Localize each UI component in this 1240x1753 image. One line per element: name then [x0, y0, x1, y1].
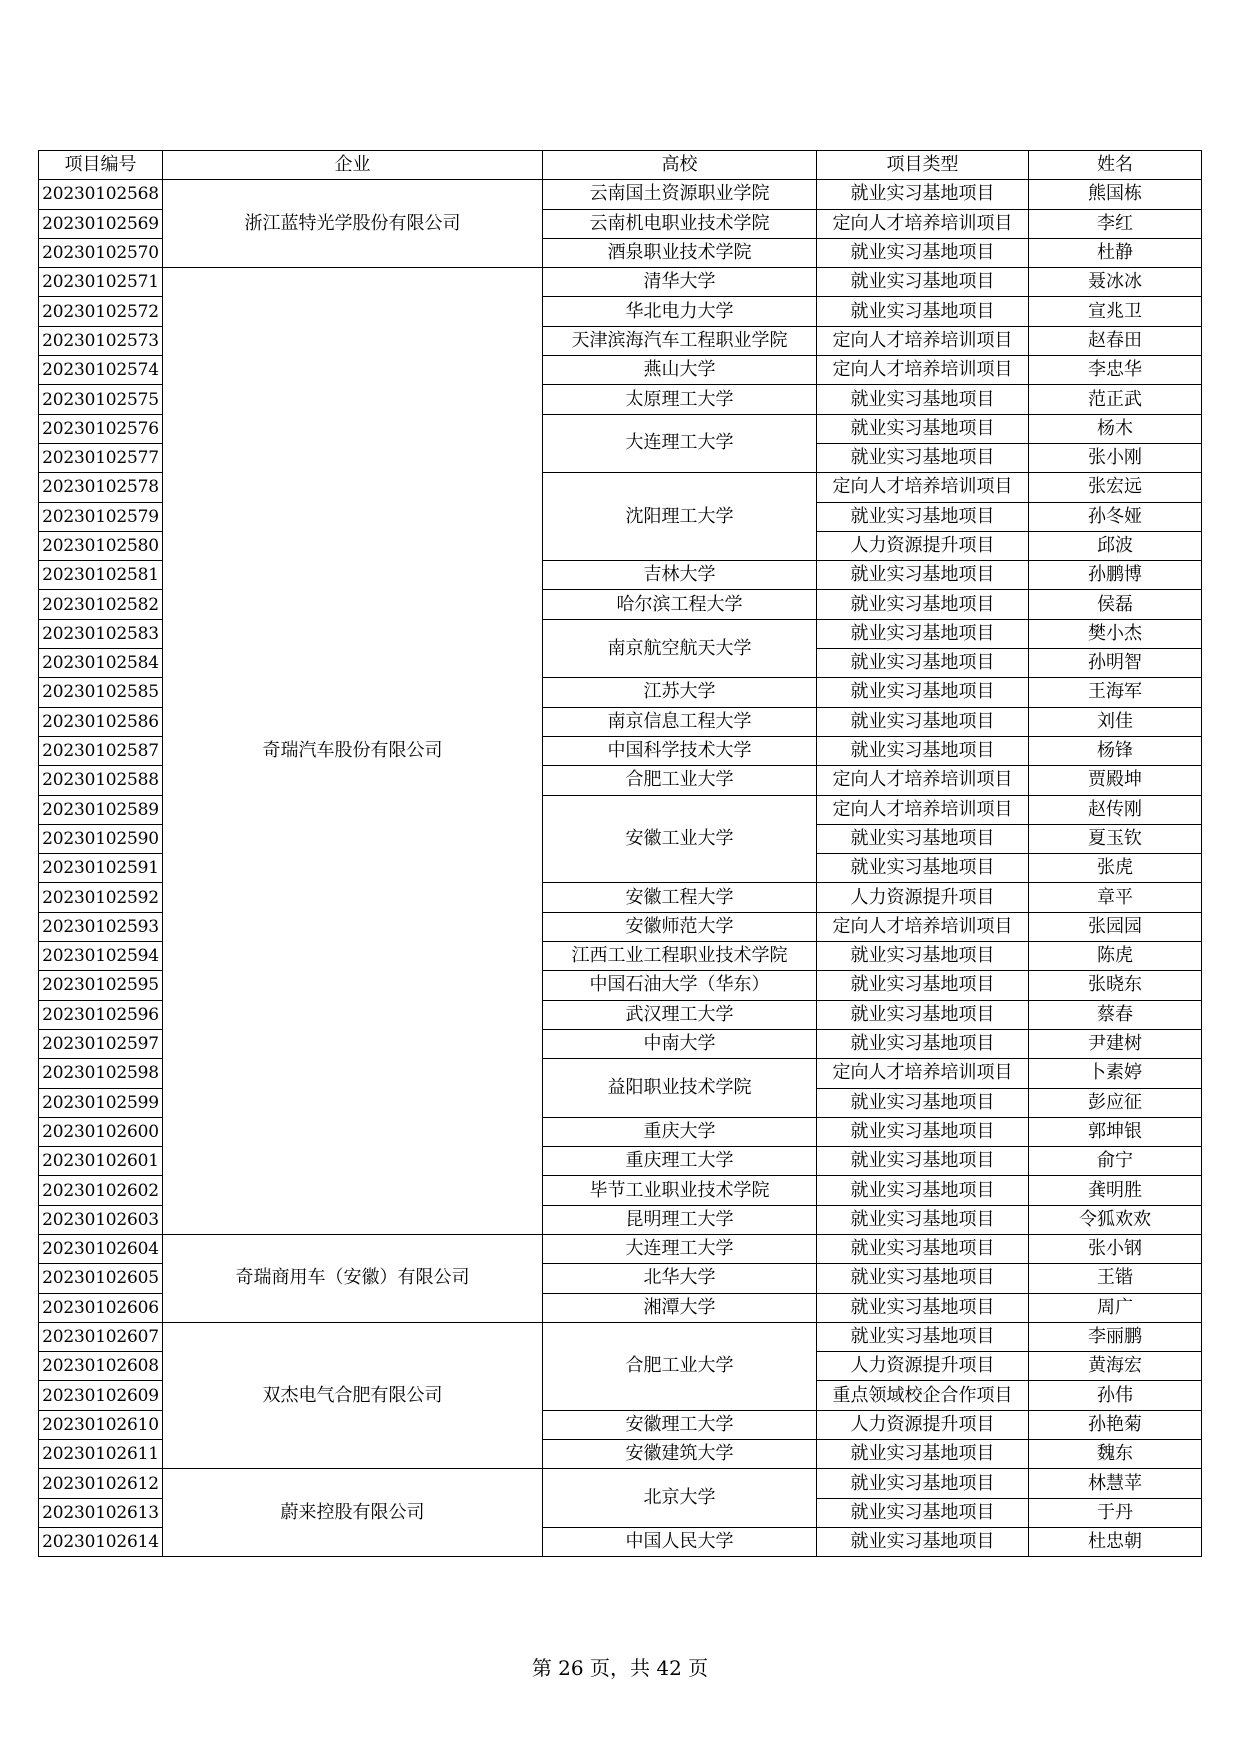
cell-person-name: 张晓东 — [1029, 971, 1202, 1000]
cell-school: 大连理工大学 — [543, 1234, 817, 1263]
cell-school: 江苏大学 — [543, 678, 817, 707]
cell-project-id: 20230102591 — [39, 854, 163, 883]
cell-school: 安徽工业大学 — [543, 795, 817, 883]
cell-person-name: 杜忠朝 — [1029, 1527, 1202, 1556]
cell-person-name: 孙鹏博 — [1029, 561, 1202, 590]
cell-project-type: 定向人才培养培训项目 — [817, 912, 1029, 941]
table-row — [39, 1469, 1202, 1498]
cell-project-type: 就业实习基地项目 — [817, 180, 1029, 209]
cell-project-id: 20230102594 — [39, 942, 163, 971]
cell-project-id: 20230102596 — [39, 1000, 163, 1029]
cell-person-name: 卜素婷 — [1029, 1059, 1202, 1088]
header-person-name: 姓名 — [1029, 151, 1202, 180]
cell-project-id: 20230102568 — [39, 180, 163, 209]
cell-project-id: 20230102577 — [39, 443, 163, 472]
cell-person-name: 刘佳 — [1029, 707, 1202, 736]
header-project-type: 项目类型 — [817, 151, 1029, 180]
cell-project-type: 就业实习基地项目 — [817, 824, 1029, 853]
cell-project-id: 20230102580 — [39, 531, 163, 560]
cell-school: 沈阳理工大学 — [543, 473, 817, 561]
cell-project-id: 20230102607 — [39, 1322, 163, 1351]
cell-project-type: 就业实习基地项目 — [817, 268, 1029, 297]
cell-person-name: 聂冰冰 — [1029, 268, 1202, 297]
cell-person-name: 范正武 — [1029, 385, 1202, 414]
cell-project-type: 就业实习基地项目 — [817, 1527, 1029, 1556]
cell-school: 中国科学技术大学 — [543, 736, 817, 765]
cell-school: 毕节工业职业技术学院 — [543, 1176, 817, 1205]
cell-project-type: 重点领域校企合作项目 — [817, 1381, 1029, 1410]
cell-project-type: 人力资源提升项目 — [817, 1410, 1029, 1439]
cell-school: 中国人民大学 — [543, 1527, 817, 1556]
cell-project-type: 就业实习基地项目 — [817, 385, 1029, 414]
cell-project-id: 20230102609 — [39, 1381, 163, 1410]
cell-person-name: 孙冬娅 — [1029, 502, 1202, 531]
cell-project-type: 就业实习基地项目 — [817, 707, 1029, 736]
cell-person-name: 尹建树 — [1029, 1029, 1202, 1058]
cell-project-type: 就业实习基地项目 — [817, 678, 1029, 707]
cell-project-type: 人力资源提升项目 — [817, 1352, 1029, 1381]
cell-project-id: 20230102610 — [39, 1410, 163, 1439]
cell-person-name: 杨锋 — [1029, 736, 1202, 765]
cell-project-id: 20230102602 — [39, 1176, 163, 1205]
cell-project-type: 定向人才培养培训项目 — [817, 209, 1029, 238]
cell-project-type: 就业实习基地项目 — [817, 971, 1029, 1000]
cell-project-id: 20230102582 — [39, 590, 163, 619]
cell-school: 清华大学 — [543, 268, 817, 297]
cell-school: 安徽建筑大学 — [543, 1440, 817, 1469]
cell-project-id: 20230102585 — [39, 678, 163, 707]
cell-person-name: 宣兆卫 — [1029, 297, 1202, 326]
cell-project-id: 20230102583 — [39, 619, 163, 648]
cell-school: 重庆大学 — [543, 1117, 817, 1146]
cell-project-type: 人力资源提升项目 — [817, 883, 1029, 912]
cell-project-type: 就业实习基地项目 — [817, 1469, 1029, 1498]
cell-person-name: 李丽鹏 — [1029, 1322, 1202, 1351]
cell-person-name: 张园园 — [1029, 912, 1202, 941]
cell-school: 安徽师范大学 — [543, 912, 817, 941]
cell-school: 武汉理工大学 — [543, 1000, 817, 1029]
cell-company: 蔚来控股有限公司 — [163, 1469, 543, 1557]
cell-person-name: 黄海宏 — [1029, 1352, 1202, 1381]
cell-person-name: 张宏远 — [1029, 473, 1202, 502]
cell-project-type: 就业实习基地项目 — [817, 238, 1029, 267]
cell-project-type: 定向人才培养培训项目 — [817, 766, 1029, 795]
cell-project-type: 人力资源提升项目 — [817, 531, 1029, 560]
cell-project-id: 20230102592 — [39, 883, 163, 912]
cell-project-type: 就业实习基地项目 — [817, 414, 1029, 443]
cell-project-id: 20230102595 — [39, 971, 163, 1000]
cell-person-name: 夏玉钦 — [1029, 824, 1202, 853]
cell-person-name: 孙艳菊 — [1029, 1410, 1202, 1439]
cell-person-name: 陈虎 — [1029, 942, 1202, 971]
cell-school: 安徽理工大学 — [543, 1410, 817, 1439]
cell-project-id: 20230102589 — [39, 795, 163, 824]
cell-school: 合肥工业大学 — [543, 1322, 817, 1410]
cell-person-name: 王海军 — [1029, 678, 1202, 707]
cell-project-id: 20230102593 — [39, 912, 163, 941]
cell-project-type: 定向人才培养培训项目 — [817, 473, 1029, 502]
cell-project-type: 就业实习基地项目 — [817, 1117, 1029, 1146]
cell-project-id: 20230102604 — [39, 1234, 163, 1263]
cell-project-type: 就业实习基地项目 — [817, 649, 1029, 678]
cell-project-id: 20230102571 — [39, 268, 163, 297]
cell-project-type: 就业实习基地项目 — [817, 1029, 1029, 1058]
cell-person-name: 章平 — [1029, 883, 1202, 912]
cell-project-id: 20230102574 — [39, 356, 163, 385]
cell-project-type: 就业实习基地项目 — [817, 1176, 1029, 1205]
cell-project-id: 20230102570 — [39, 238, 163, 267]
cell-person-name: 林慧苹 — [1029, 1469, 1202, 1498]
cell-person-name: 郭坤银 — [1029, 1117, 1202, 1146]
cell-school: 燕山大学 — [543, 356, 817, 385]
cell-person-name: 王锴 — [1029, 1264, 1202, 1293]
cell-person-name: 贾殿坤 — [1029, 766, 1202, 795]
cell-company: 双杰电气合肥有限公司 — [163, 1322, 543, 1468]
cell-project-id: 20230102599 — [39, 1088, 163, 1117]
table-header-row — [39, 151, 1202, 180]
cell-project-id: 20230102613 — [39, 1498, 163, 1527]
cell-person-name: 张虎 — [1029, 854, 1202, 883]
cell-person-name: 孙伟 — [1029, 1381, 1202, 1410]
cell-person-name: 李红 — [1029, 209, 1202, 238]
cell-school: 重庆理工大学 — [543, 1147, 817, 1176]
cell-project-id: 20230102614 — [39, 1527, 163, 1556]
cell-person-name: 魏东 — [1029, 1440, 1202, 1469]
cell-project-id: 20230102600 — [39, 1117, 163, 1146]
project-table — [38, 150, 1202, 1557]
cell-person-name: 邱波 — [1029, 531, 1202, 560]
cell-project-type: 就业实习基地项目 — [817, 1264, 1029, 1293]
cell-project-id: 20230102588 — [39, 766, 163, 795]
cell-company: 奇瑞汽车股份有限公司 — [163, 268, 543, 1235]
cell-project-id: 20230102576 — [39, 414, 163, 443]
cell-project-id: 20230102611 — [39, 1440, 163, 1469]
cell-project-id: 20230102569 — [39, 209, 163, 238]
cell-school: 安徽工程大学 — [543, 883, 817, 912]
header-project-id: 项目编号 — [39, 151, 163, 180]
cell-school: 北华大学 — [543, 1264, 817, 1293]
cell-project-type: 就业实习基地项目 — [817, 1088, 1029, 1117]
cell-project-type: 定向人才培养培训项目 — [817, 326, 1029, 355]
cell-person-name: 孙明智 — [1029, 649, 1202, 678]
cell-project-type: 就业实习基地项目 — [817, 502, 1029, 531]
cell-person-name: 令狐欢欢 — [1029, 1205, 1202, 1234]
cell-project-id: 20230102601 — [39, 1147, 163, 1176]
cell-project-type: 就业实习基地项目 — [817, 1440, 1029, 1469]
cell-school: 大连理工大学 — [543, 414, 817, 473]
cell-project-type: 就业实习基地项目 — [817, 1293, 1029, 1322]
cell-project-type: 就业实习基地项目 — [817, 854, 1029, 883]
cell-person-name: 赵传刚 — [1029, 795, 1202, 824]
cell-company: 奇瑞商用车（安徽）有限公司 — [163, 1234, 543, 1322]
cell-project-type: 就业实习基地项目 — [817, 619, 1029, 648]
cell-project-type: 定向人才培养培训项目 — [817, 795, 1029, 824]
cell-school: 云南国土资源职业学院 — [543, 180, 817, 209]
cell-project-id: 20230102606 — [39, 1293, 163, 1322]
cell-person-name: 熊国栋 — [1029, 180, 1202, 209]
cell-school: 天津滨海汽车工程职业学院 — [543, 326, 817, 355]
header-school: 高校 — [543, 151, 817, 180]
cell-project-id: 20230102581 — [39, 561, 163, 590]
cell-person-name: 龚明胜 — [1029, 1176, 1202, 1205]
cell-person-name: 杜静 — [1029, 238, 1202, 267]
cell-school: 益阳职业技术学院 — [543, 1059, 817, 1118]
cell-school: 南京信息工程大学 — [543, 707, 817, 736]
table-row — [39, 268, 1202, 297]
cell-school: 江西工业工程职业技术学院 — [543, 942, 817, 971]
cell-project-id: 20230102598 — [39, 1059, 163, 1088]
cell-person-name: 张小钢 — [1029, 1234, 1202, 1263]
cell-person-name: 樊小杰 — [1029, 619, 1202, 648]
cell-project-id: 20230102584 — [39, 649, 163, 678]
cell-person-name: 周广 — [1029, 1293, 1202, 1322]
cell-project-type: 就业实习基地项目 — [817, 561, 1029, 590]
cell-person-name: 于丹 — [1029, 1498, 1202, 1527]
cell-school: 中南大学 — [543, 1029, 817, 1058]
cell-school: 湘潭大学 — [543, 1293, 817, 1322]
header-company: 企业 — [163, 151, 543, 180]
cell-school: 酒泉职业技术学院 — [543, 238, 817, 267]
cell-project-type: 就业实习基地项目 — [817, 1205, 1029, 1234]
cell-school: 太原理工大学 — [543, 385, 817, 414]
cell-project-type: 定向人才培养培训项目 — [817, 1059, 1029, 1088]
cell-person-name: 蔡春 — [1029, 1000, 1202, 1029]
cell-project-type: 就业实习基地项目 — [817, 1498, 1029, 1527]
cell-project-id: 20230102608 — [39, 1352, 163, 1381]
cell-school: 中国石油大学（华东） — [543, 971, 817, 1000]
cell-project-id: 20230102575 — [39, 385, 163, 414]
cell-project-id: 20230102597 — [39, 1029, 163, 1058]
cell-school: 合肥工业大学 — [543, 766, 817, 795]
cell-project-type: 就业实习基地项目 — [817, 443, 1029, 472]
cell-project-id: 20230102586 — [39, 707, 163, 736]
cell-project-type: 就业实习基地项目 — [817, 1322, 1029, 1351]
cell-project-type: 就业实习基地项目 — [817, 736, 1029, 765]
cell-project-id: 20230102587 — [39, 736, 163, 765]
cell-project-type: 就业实习基地项目 — [817, 1234, 1029, 1263]
table-body — [39, 180, 1202, 1557]
cell-school: 南京航空航天大学 — [543, 619, 817, 678]
cell-person-name: 侯磊 — [1029, 590, 1202, 619]
cell-project-id: 20230102573 — [39, 326, 163, 355]
cell-project-type: 就业实习基地项目 — [817, 297, 1029, 326]
cell-project-type: 定向人才培养培训项目 — [817, 356, 1029, 385]
table-row — [39, 1322, 1202, 1351]
cell-project-id: 20230102612 — [39, 1469, 163, 1498]
cell-school: 吉林大学 — [543, 561, 817, 590]
cell-person-name: 彭应征 — [1029, 1088, 1202, 1117]
cell-project-id: 20230102579 — [39, 502, 163, 531]
cell-project-id: 20230102578 — [39, 473, 163, 502]
cell-person-name: 俞宁 — [1029, 1147, 1202, 1176]
cell-person-name: 李忠华 — [1029, 356, 1202, 385]
cell-company: 浙江蓝特光学股份有限公司 — [163, 180, 543, 268]
cell-person-name: 杨木 — [1029, 414, 1202, 443]
cell-project-id: 20230102590 — [39, 824, 163, 853]
table-row — [39, 1234, 1202, 1263]
table-row — [39, 180, 1202, 209]
cell-school: 云南机电职业技术学院 — [543, 209, 817, 238]
page-footer: 第 26 页，共 42 页 — [531, 1656, 709, 1680]
cell-school: 哈尔滨工程大学 — [543, 590, 817, 619]
cell-project-type: 就业实习基地项目 — [817, 590, 1029, 619]
cell-project-id: 20230102605 — [39, 1264, 163, 1293]
cell-project-id: 20230102572 — [39, 297, 163, 326]
cell-project-type: 就业实习基地项目 — [817, 1147, 1029, 1176]
cell-person-name: 赵春田 — [1029, 326, 1202, 355]
cell-school: 华北电力大学 — [543, 297, 817, 326]
cell-person-name: 张小刚 — [1029, 443, 1202, 472]
cell-school: 北京大学 — [543, 1469, 817, 1528]
cell-project-type: 就业实习基地项目 — [817, 942, 1029, 971]
cell-school: 昆明理工大学 — [543, 1205, 817, 1234]
cell-project-id: 20230102603 — [39, 1205, 163, 1234]
cell-project-type: 就业实习基地项目 — [817, 1000, 1029, 1029]
